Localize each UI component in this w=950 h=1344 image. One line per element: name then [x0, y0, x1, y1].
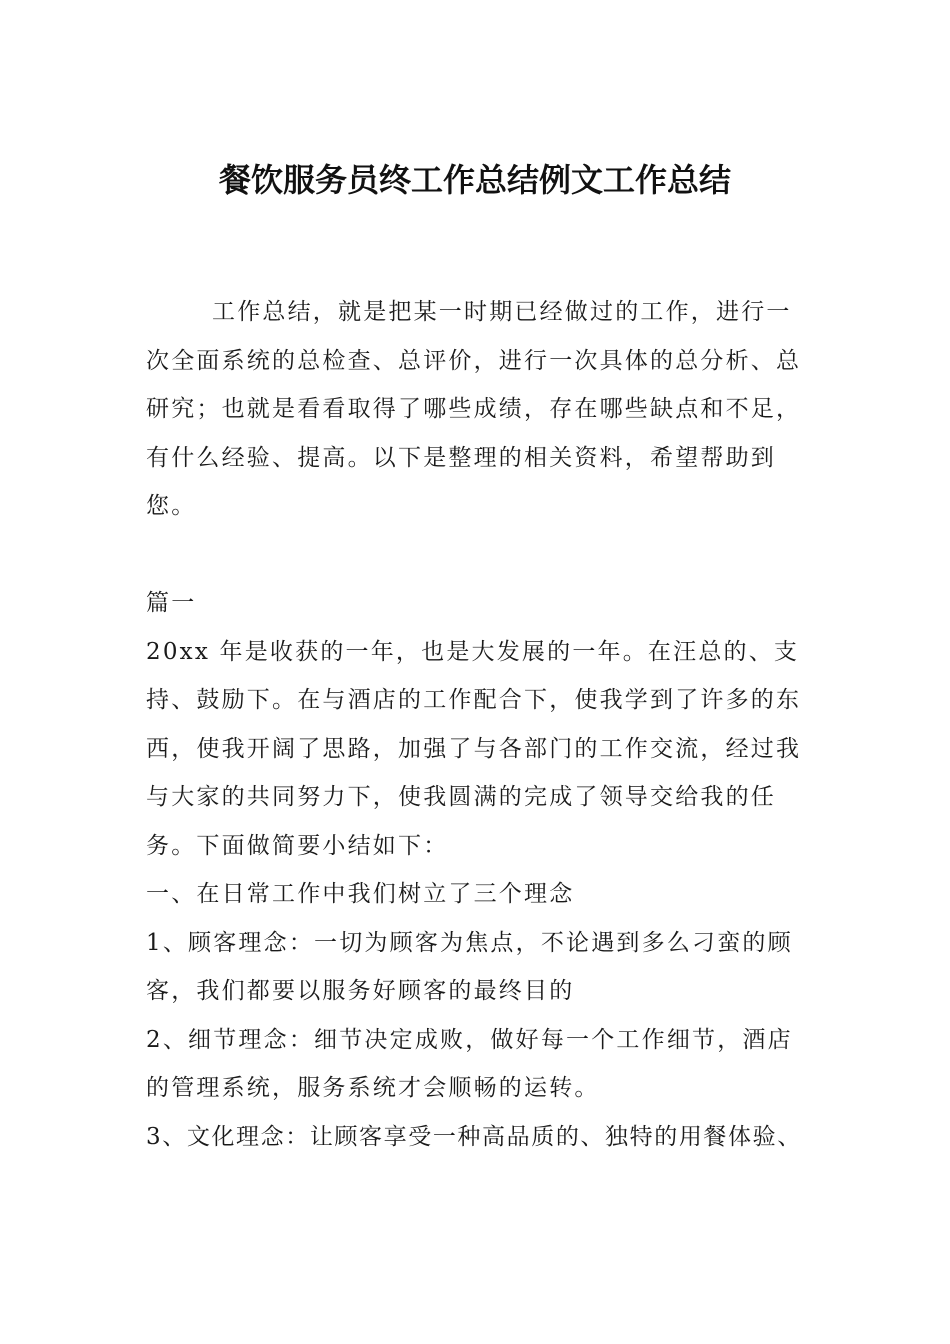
body-paragraph: 20xx 年是收获的一年，也是大发展的一年。在汪总的、支持、鼓励下。在与酒店的工作配合下，使我学到了许多的东西，使我开阔了思路，加强了与各部门的工作交流，经过我与大家的共同努力下，使我圆满的完成了领导交给我的任务。下面做简要小结如下：	[146, 638, 802, 859]
section-label: 篇一	[146, 590, 197, 616]
list-item: 3、文化理念：让顾客享受一种高品质的、独特的用餐体验、	[146, 1123, 802, 1150]
intro-paragraph: 工作总结，就是把某一时期已经做过的工作，进行一次全面系统的总检查、总评价，进行一次具体的总分析、总研究；也就是看看取得了哪些成绩，存在哪些缺点和不足，有什么经验、提高。以下是整理的相关资料，希望帮助到您。	[146, 299, 802, 519]
list-item: 2、细节理念：细节决定成败，做好每一个工作细节，酒店的管理系统，服务系统才会顺畅的运转。	[146, 1026, 793, 1101]
list-item: 1、顾客理念：一切为顾客为焦点，不论遇到多么刁蛮的顾客，我们都要以服务好顾客的最终目的	[146, 929, 793, 1004]
section-heading: 一、在日常工作中我们树立了三个理念	[146, 881, 575, 907]
document-title: 餐饮服务员终工作总结例文工作总结	[218, 161, 731, 199]
paragraph-spacer	[146, 531, 806, 580]
document-body	[146, 288, 806, 1161]
